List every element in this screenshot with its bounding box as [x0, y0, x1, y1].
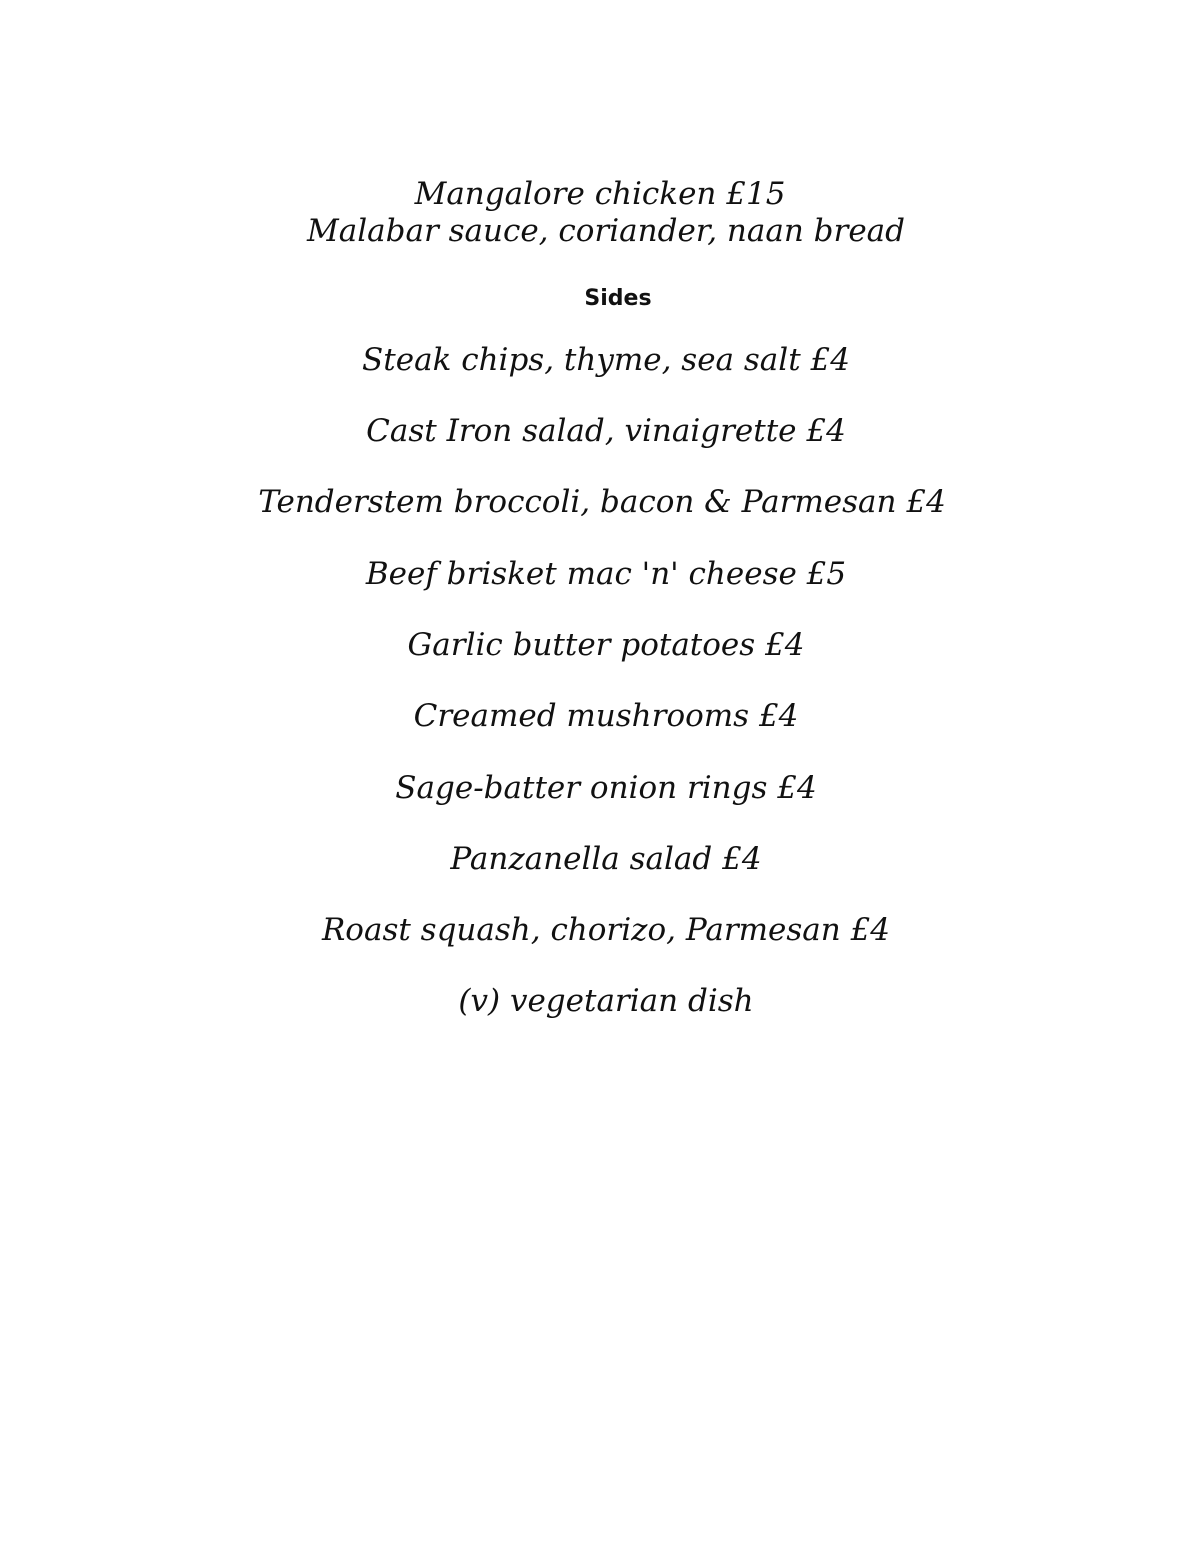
- side-item: Garlic butter potatoes £4: [407, 627, 805, 663]
- side-item: Sage-batter onion rings £4: [395, 770, 817, 806]
- side-item: Roast squash, chorizo, Parmesan £4: [321, 912, 891, 948]
- side-item: Cast Iron salad, vinaigrette £4: [366, 413, 846, 449]
- side-item: Creamed mushrooms £4: [413, 698, 799, 734]
- side-item: Tenderstem broccoli, bacon & Parmesan £4: [258, 484, 946, 520]
- main-dish-title: Mangalore chicken £15: [414, 176, 786, 212]
- vegetarian-footnote: (v) vegetarian dish: [458, 983, 754, 1019]
- side-item: Beef brisket mac 'n' cheese £5: [365, 556, 847, 592]
- sides-heading: Sides: [584, 286, 652, 311]
- side-item: Steak chips, thyme, sea salt £4: [362, 342, 850, 378]
- main-dish-description: Malabar sauce, coriander, naan bread: [307, 213, 905, 249]
- side-item: Panzanella salad £4: [450, 841, 762, 877]
